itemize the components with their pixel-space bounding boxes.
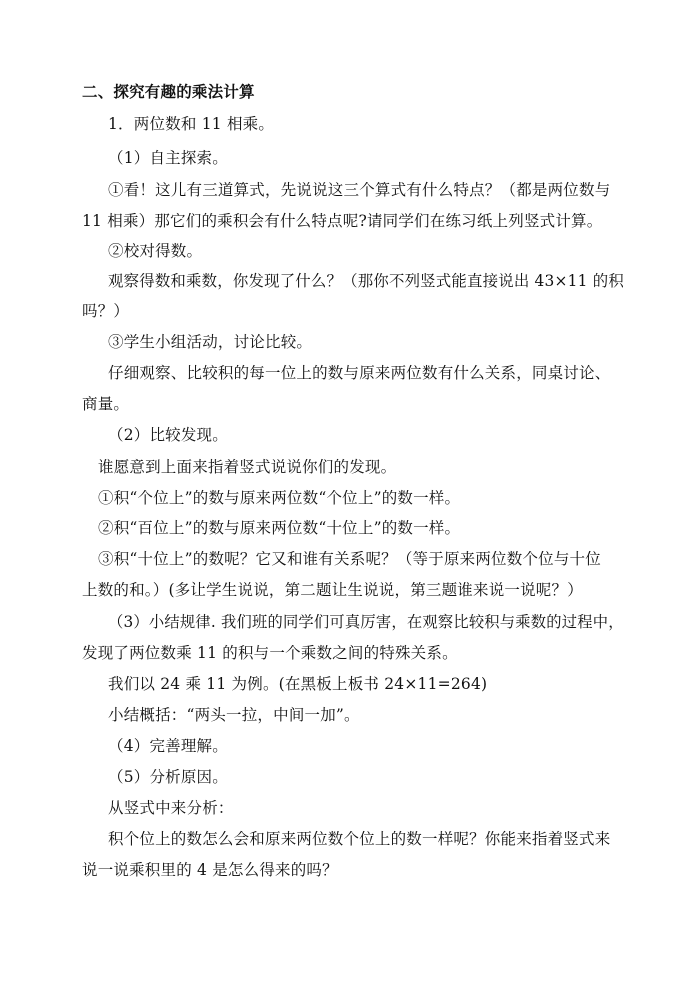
paragraph-line: ①看！这儿有三道算式，先说说这三个算式有什么特点？（都是两位数与: [108, 181, 611, 199]
section-heading: 二、探究有趣的乘法计算: [82, 83, 255, 101]
paragraph-line: 从竖式中来分析：: [108, 799, 234, 817]
paragraph-line: 观察得数和乘数，你发现了什么？（那你不列竖式能直接说出 43×11 的积: [108, 272, 624, 290]
paragraph-line: 仔细观察、比较积的每一位上的数与原来两位数有什么关系，同桌讨论、: [108, 364, 611, 382]
paragraph-line: （3）小结规律. 我们班的同学们可真厉害，在观察比较积与乘数的过程中，: [108, 613, 624, 631]
paragraph-line: 发现了两位数乘 11 的积与一个乘数之间的特殊关系。: [82, 644, 458, 662]
paragraph-line: ①积“个位上”的数与原来两位数“个位上”的数一样。: [98, 489, 461, 507]
paragraph-line: 小结概括：“两头一拉，中间一加”。: [108, 706, 360, 724]
paragraph-line: 商量。: [82, 395, 130, 413]
paragraph-line: 1．两位数和 11 相乘。: [108, 115, 275, 133]
paragraph-line: 吗？）: [82, 302, 130, 320]
paragraph-line: 积个位上的数怎么会和原来两位数个位上的数一样呢？你能来指着竖式来: [108, 830, 611, 848]
paragraph-line: 上数的和。）(多让学生说说，第二题让生说说，第三题谁来说一说呢？）: [82, 581, 583, 599]
paragraph-line: （5）分析原因。: [108, 768, 228, 786]
paragraph-line: 说一说乘积里的 4 是怎么得来的吗？: [82, 861, 338, 879]
paragraph-line: ③学生小组活动，讨论比较。: [108, 333, 313, 351]
paragraph-line: ②校对得数。: [108, 242, 203, 260]
paragraph-line: 11 相乘）那它们的乘积会有什么特点呢?请同学们在练习纸上列竖式计算。: [82, 212, 603, 230]
paragraph-line: （2）比较发现。: [108, 426, 228, 444]
paragraph-line: 我们以 24 乘 11 为例。(在黑板上板书 24×11=264): [108, 675, 488, 693]
paragraph-line: （4）完善理解。: [108, 737, 228, 755]
paragraph-line: ②积“百位上”的数与原来两位数“十位上”的数一样。: [98, 519, 461, 537]
paragraph-line: 谁愿意到上面来指着竖式说说你们的发现。: [98, 458, 397, 476]
paragraph-line: （1）自主探索。: [108, 149, 228, 167]
paragraph-line: ③积“十位上”的数呢？它又和谁有关系呢？（等于原来两位数个位与十位: [98, 550, 601, 568]
